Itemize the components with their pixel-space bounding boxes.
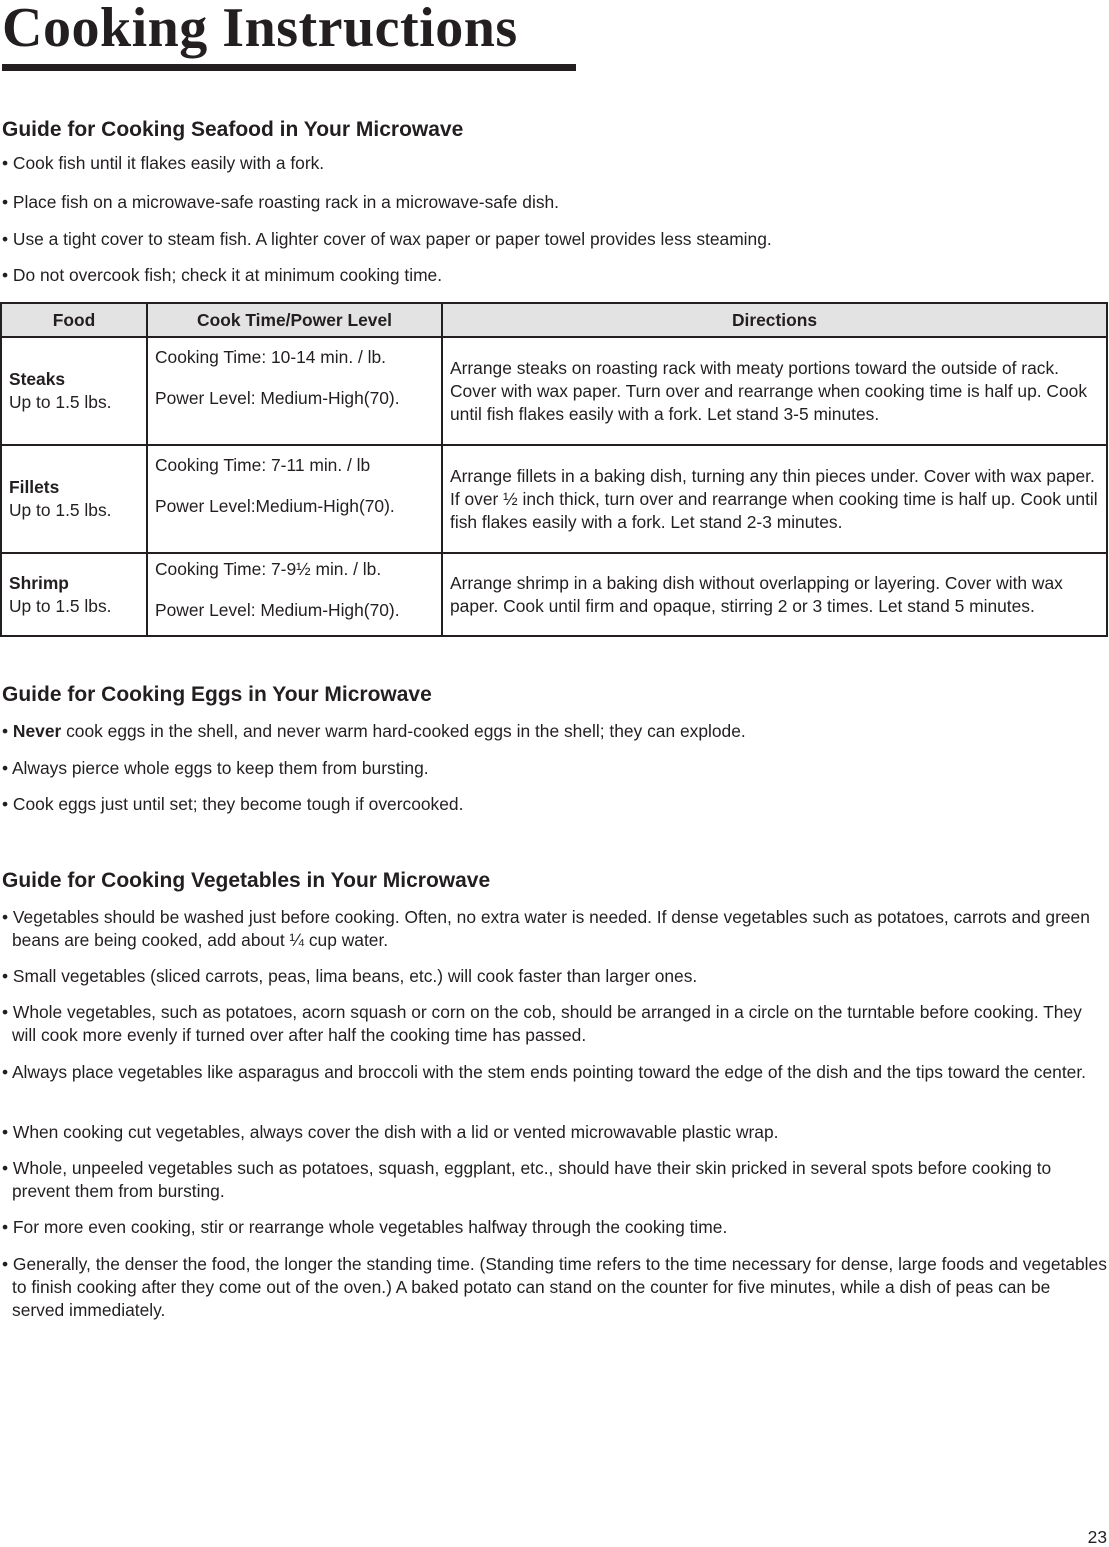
table-header-row [1,303,1107,337]
eggs-bullet-2: • Always pierce whole eggs to keep them from bursting. [2,758,429,778]
seafood-bullet-1: • Cook fish until it flakes easily with a fork. [2,153,325,173]
eggs-bullet-1 [2,720,1107,743]
cook-time-cell [147,553,442,636]
page-number: 23 [1087,1527,1107,1547]
header-food: Food [1,303,147,337]
eggs-bullet-3: • Cook eggs just until set; they become tough if overcooked. [2,794,464,814]
power-level: Power Level: Medium-High(70). [155,388,400,408]
vegetables-bullet-8: • Generally, the denser the food, the longer the standing time. (Standing time refers to the time necessary for dense, large foods and vegetables to finish cooking after they come out of the oven.) A baked potato can stand on the counter for five minutes, while a dish of peas can be served immediately. [2,1254,1107,1320]
emphasis-never: Never [12,721,62,741]
power-level: Power Level:Medium-High(70). [155,496,395,516]
vegetables-bullet-3: • Whole vegetables, such as potatoes, acorn squash or corn on the cob, should be arranged in a circle on the turntable before cooking. They will cook more evenly if turned over after half the cooking time has passed. [2,1002,1082,1045]
vegetables-heading: Guide for Cooking Vegetables in Your Microwave [2,869,491,892]
power-level: Power Level: Medium-High(70). [155,600,400,620]
directions-cell: Arrange steaks on roasting rack with meaty portions toward the outside of rack. Cover with wax paper. Turn over and rearrange when cooking time is half up. Cook until fish flakes easily with a fork. Let stand 3-5 minutes. [442,337,1107,445]
bullet-text: cook eggs in the shell, and never warm hard-cooked eggs in the shell; they can explode. [61,721,746,741]
food-cell [1,337,147,445]
directions-cell: Arrange shrimp in a baking dish without overlapping or layering. Cover with wax paper. Cook until firm and opaque, stirring 2 or 3 times. Let stand 5 minutes. [442,553,1107,636]
food-name: Fillets [9,477,60,497]
eggs-heading: Guide for Cooking Eggs in Your Microwave [2,683,432,706]
food-quantity: Up to 1.5 lbs. [9,500,112,520]
food-quantity: Up to 1.5 lbs. [9,595,112,616]
seafood-bullet-4: • Do not overcook fish; check it at minimum cooking time. [2,265,443,285]
seafood-bullet-2: • Place fish on a microwave-safe roasting rack in a microwave-safe dish. [2,192,560,212]
food-cell [1,445,147,553]
cooking-time: Cooking Time: 10-14 min. / lb. [155,347,387,367]
directions-cell: Arrange fillets in a baking dish, turning any thin pieces under. Cover with wax paper. If over ½ inch thick, turn over and rearrange when cooking time is half up. Cook until fish flakes easily with a fork. Let stand 2-3 minutes. [442,445,1107,553]
header-cook-time: Cook Time/Power Level [147,303,442,337]
food-name: Steaks [9,369,66,389]
title-underline [2,64,576,71]
vegetables-bullet-6: • Whole, unpeeled vegetables such as potatoes, squash, eggplant, etc., should have their skin pricked in several spots before cooking to prevent them from bursting. [2,1158,1052,1201]
cook-time-cell [147,445,442,553]
vegetables-bullet-1: • Vegetables should be washed just before cooking. Often, no extra water is needed. If dense vegetables such as potatoes, carrots and green beans are being cooked, add about ¼ cup water. [2,907,1090,950]
header-directions: Directions [442,303,1107,337]
food-quantity: Up to 1.5 lbs. [9,392,112,412]
cook-time-cell [147,337,442,445]
vegetables-bullet-4: • Always place vegetables like asparagus and broccoli with the stem ends pointing toward the edge of the dish and the tips toward the center. [2,1062,1087,1082]
cooking-time: Cooking Time: 7-9½ min. / lb. [155,559,382,579]
table-row-steaks [1,337,1107,445]
seafood-cooking-table [0,302,1108,637]
table-row-fillets [1,445,1107,553]
vegetables-bullet-5: • When cooking cut vegetables, always cover the dish with a lid or vented microwavable plastic wrap. [2,1122,779,1142]
food-name: Shrimp [9,572,69,593]
table-row-shrimp [1,553,1107,636]
page-title: Cooking Instructions [2,0,518,59]
cooking-time: Cooking Time: 7-11 min. / lb [155,455,371,475]
food-cell [1,553,147,636]
bullet-marker: • [2,721,13,741]
seafood-heading: Guide for Cooking Seafood in Your Microwave [2,118,464,141]
vegetables-bullet-2: • Small vegetables (sliced carrots, peas, lima beans, etc.) will cook faster than larger ones. [2,966,698,986]
seafood-bullet-3: • Use a tight cover to steam fish. A lighter cover of wax paper or paper towel provides less steaming. [2,229,772,249]
vegetables-bullet-7: • For more even cooking, stir or rearrange whole vegetables halfway through the cooking time. [2,1217,728,1237]
